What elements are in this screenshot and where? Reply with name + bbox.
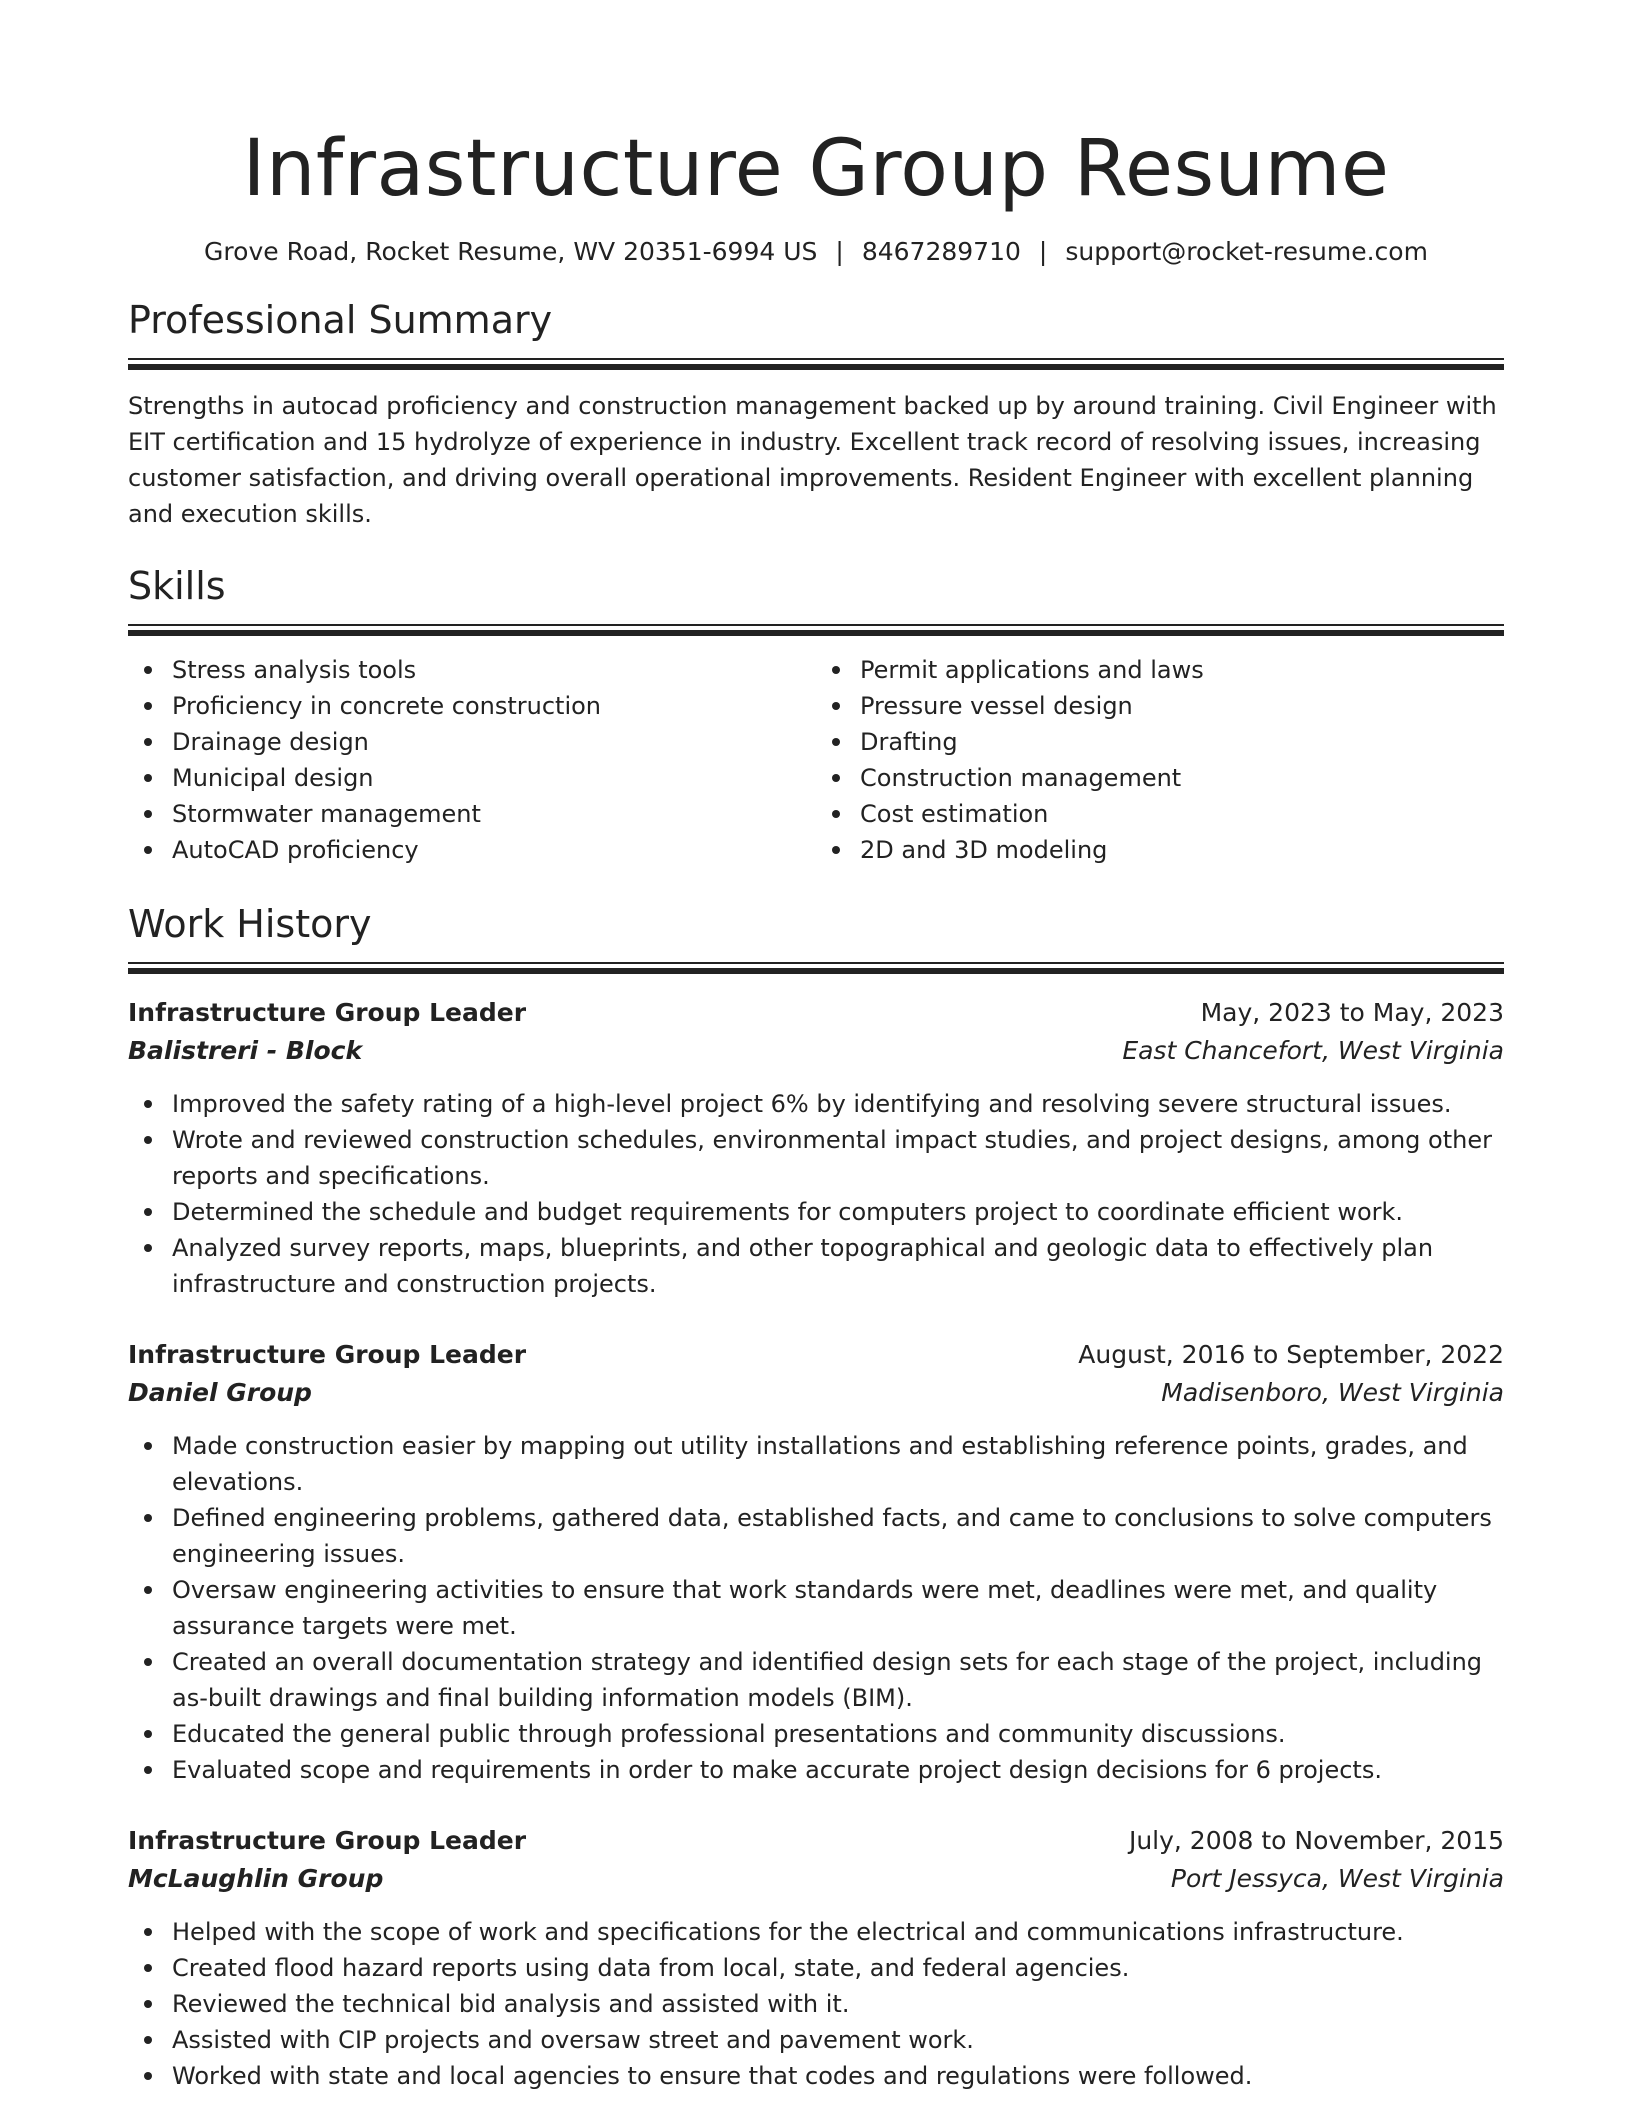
- job-company: McLaughlin Group: [128, 1864, 384, 1893]
- job-company-row: [128, 1860, 1504, 1898]
- job-location: Port Jessyca, West Virginia: [1170, 1864, 1504, 1893]
- job-location: Madisenboro, West Virginia: [1161, 1378, 1504, 1407]
- job-bullet: Reviewed the technical bid analysis and assisted with it.: [172, 1986, 1504, 2022]
- skill-item: Construction management: [860, 760, 1504, 796]
- job-company-row: [128, 1032, 1504, 1070]
- job-bullet: Wrote and reviewed construction schedules, environmental impact studies, and project designs, among other reports and specifications.: [172, 1122, 1504, 1194]
- job-bullet: Defined engineering problems, gathered data, established facts, and came to conclusions to solve computers engineering issues.: [172, 1500, 1504, 1572]
- job-bullet: Oversaw engineering activities to ensure that work standards were met, deadlines were met, and quality assurance targets were met.: [172, 1572, 1504, 1644]
- job-entry: [128, 1336, 1504, 1788]
- job-bullets: [128, 1428, 1504, 1788]
- summary-section: [128, 296, 1504, 532]
- job-bullet: Helped with the scope of work and specifications for the electrical and communications infrastructure.: [172, 1914, 1504, 1950]
- job-bullets: [128, 1086, 1504, 1302]
- job-bullet: Created an overall documentation strategy and identified design sets for each stage of the project, including as-built drawings and final building information models (BIM).: [172, 1644, 1504, 1716]
- contact-separator: |: [1038, 237, 1048, 266]
- contact-phone: 8467289710: [861, 237, 1021, 266]
- section-divider: [128, 358, 1504, 370]
- section-heading-skills: Skills: [128, 564, 226, 608]
- skills-section: [128, 562, 1504, 868]
- skills-list-left: [128, 652, 816, 868]
- job-bullet: Assisted with CIP projects and oversaw street and pavement work.: [172, 2022, 1504, 2058]
- job-company: Balistreri - Block: [128, 1036, 363, 1065]
- job-entry: [128, 1822, 1504, 2094]
- job-bullet: Evaluated scope and requirements in order to make accurate project design decisions for 6 projects.: [172, 1752, 1504, 1788]
- job-bullet: Worked with state and local agencies to ensure that codes and regulations were followed.: [172, 2058, 1504, 2094]
- job-title: Infrastructure Group Leader: [128, 1826, 527, 1855]
- work-history-section: [128, 900, 1504, 2094]
- job-bullet: Created flood hazard reports using data from local, state, and federal agencies.: [172, 1950, 1504, 1986]
- job-title: Infrastructure Group Leader: [128, 1340, 527, 1369]
- contact-separator: |: [835, 237, 844, 266]
- skill-item: Drafting: [860, 724, 1504, 760]
- contact-line: [128, 236, 1504, 268]
- skill-item: AutoCAD proficiency: [172, 832, 816, 868]
- skill-item: Permit applications and laws: [860, 652, 1504, 688]
- section-divider: [128, 624, 1504, 636]
- job-dates: May, 2023 to May, 2023: [1200, 998, 1504, 1027]
- skill-item: Proficiency in concrete construction: [172, 688, 816, 724]
- skill-item: Stormwater management: [172, 796, 816, 832]
- job-header-row: [128, 1822, 1504, 1860]
- skill-item: Pressure vessel design: [860, 688, 1504, 724]
- job-location: East Chancefort, West Virginia: [1122, 1036, 1504, 1065]
- job-bullets: [128, 1914, 1504, 2094]
- job-entry: [128, 994, 1504, 1302]
- job-title: Infrastructure Group Leader: [128, 998, 527, 1027]
- job-bullet: Made construction easier by mapping out utility installations and establishing reference points, grades, and elevations.: [172, 1428, 1504, 1500]
- job-header-row: [128, 994, 1504, 1032]
- skills-grid: [128, 652, 1504, 868]
- skills-list-right: [816, 652, 1504, 868]
- job-company-row: [128, 1374, 1504, 1412]
- job-company: Daniel Group: [128, 1378, 312, 1407]
- skill-item: Drainage design: [172, 724, 816, 760]
- job-bullet: Educated the general public through professional presentations and community discussions.: [172, 1716, 1504, 1752]
- resume-title: Infrastructure Group Resume: [242, 124, 1390, 214]
- job-bullet: Analyzed survey reports, maps, blueprints, and other topographical and geologic data to effectively plan infrastructure and construction projects.: [172, 1230, 1504, 1302]
- job-bullet: Determined the schedule and budget requirements for computers project to coordinate efficient work.: [172, 1194, 1504, 1230]
- contact-address: Grove Road, Rocket Resume, WV 20351-6994 US: [204, 237, 818, 266]
- job-header-row: [128, 1336, 1504, 1374]
- skill-item: Stress analysis tools: [172, 652, 816, 688]
- skill-item: 2D and 3D modeling: [860, 832, 1504, 868]
- skill-item: Cost estimation: [860, 796, 1504, 832]
- contact-email[interactable]: support@rocket-resume.com: [1065, 237, 1428, 266]
- section-divider: [128, 962, 1504, 974]
- summary-paragraph: Strengths in autocad proficiency and construction management backed up by around training. Civil Engineer with EIT certification and 15 hydrolyze of experience in industry. Excellent track record of resolving issues, increasing customer satisfaction, and driving overall operational improvements. Resident Engineer with excellent planning and execution skills.: [128, 392, 1497, 528]
- job-dates: August, 2016 to September, 2022: [1078, 1340, 1504, 1369]
- section-heading-work: Work History: [128, 902, 372, 946]
- section-heading-summary: Professional Summary: [128, 298, 553, 342]
- job-dates: July, 2008 to November, 2015: [1128, 1826, 1504, 1855]
- skill-item: Municipal design: [172, 760, 816, 796]
- job-bullet: Improved the safety rating of a high-level project 6% by identifying and resolving severe structural issues.: [172, 1086, 1504, 1122]
